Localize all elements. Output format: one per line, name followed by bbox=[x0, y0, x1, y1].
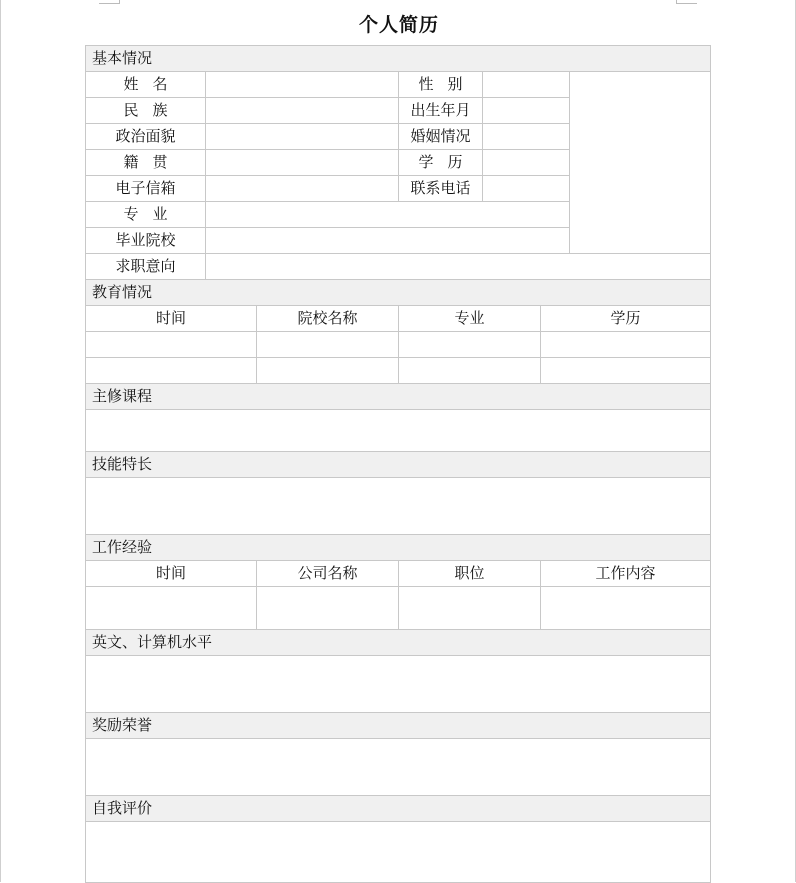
work-header-position: 职位 bbox=[399, 561, 541, 587]
email-field[interactable] bbox=[206, 176, 399, 202]
work-header-company: 公司名称 bbox=[257, 561, 399, 587]
document-title: 个人简历 bbox=[358, 14, 439, 36]
skills-field[interactable] bbox=[86, 478, 711, 535]
edu-cell[interactable] bbox=[86, 332, 257, 358]
marital-field[interactable] bbox=[483, 124, 570, 150]
email-label: 电子信箱 bbox=[86, 176, 206, 202]
crop-mark-left bbox=[99, 0, 120, 4]
major-field[interactable] bbox=[206, 202, 570, 228]
political-field[interactable] bbox=[206, 124, 399, 150]
edu-header-school: 院校名称 bbox=[257, 306, 399, 332]
school-field[interactable] bbox=[206, 228, 570, 254]
gender-field[interactable] bbox=[483, 72, 570, 98]
name-label: 姓名 bbox=[86, 72, 206, 98]
work-cell[interactable] bbox=[257, 587, 399, 630]
work-header-time: 时间 bbox=[86, 561, 257, 587]
work-cell[interactable] bbox=[541, 587, 711, 630]
objective-label: 求职意向 bbox=[86, 254, 206, 280]
degree-field[interactable] bbox=[483, 150, 570, 176]
native-place-label: 籍贯 bbox=[86, 150, 206, 176]
edu-cell[interactable] bbox=[541, 358, 711, 384]
section-courses: 主修课程 bbox=[86, 384, 711, 410]
native-place-field[interactable] bbox=[206, 150, 399, 176]
awards-field[interactable] bbox=[86, 739, 711, 796]
edu-header-degree: 学历 bbox=[541, 306, 711, 332]
degree-label: 学历 bbox=[399, 150, 483, 176]
work-cell[interactable] bbox=[399, 587, 541, 630]
edu-header-major: 专业 bbox=[399, 306, 541, 332]
edu-cell[interactable] bbox=[86, 358, 257, 384]
phone-field[interactable] bbox=[483, 176, 570, 202]
section-self-evaluation: 自我评价 bbox=[86, 796, 711, 822]
section-skills: 技能特长 bbox=[86, 452, 711, 478]
self-evaluation-field[interactable] bbox=[86, 822, 711, 883]
ethnicity-label: 民族 bbox=[86, 98, 206, 124]
edu-cell[interactable] bbox=[257, 332, 399, 358]
courses-field[interactable] bbox=[86, 410, 711, 452]
school-label: 毕业院校 bbox=[86, 228, 206, 254]
resume-table bbox=[85, 45, 711, 883]
ethnicity-field[interactable] bbox=[206, 98, 399, 124]
birth-label: 出生年月 bbox=[399, 98, 483, 124]
objective-field[interactable] bbox=[206, 254, 711, 280]
phone-label: 联系电话 bbox=[399, 176, 483, 202]
section-education: 教育情况 bbox=[86, 280, 711, 306]
section-work-experience: 工作经验 bbox=[86, 535, 711, 561]
birth-field[interactable] bbox=[483, 98, 570, 124]
photo-cell[interactable] bbox=[570, 72, 711, 254]
edu-cell[interactable] bbox=[399, 358, 541, 384]
language-field[interactable] bbox=[86, 656, 711, 713]
name-field[interactable] bbox=[206, 72, 399, 98]
edu-cell[interactable] bbox=[257, 358, 399, 384]
section-basic-info: 基本情况 bbox=[86, 46, 711, 72]
work-header-content: 工作内容 bbox=[541, 561, 711, 587]
edu-cell[interactable] bbox=[399, 332, 541, 358]
section-language-computer: 英文、计算机水平 bbox=[86, 630, 711, 656]
edu-header-time: 时间 bbox=[86, 306, 257, 332]
work-cell[interactable] bbox=[86, 587, 257, 630]
major-label: 专业 bbox=[86, 202, 206, 228]
political-label: 政治面貌 bbox=[86, 124, 206, 150]
edu-cell[interactable] bbox=[541, 332, 711, 358]
gender-label: 性别 bbox=[399, 72, 483, 98]
crop-mark-right bbox=[676, 0, 697, 4]
section-awards: 奖励荣誉 bbox=[86, 713, 711, 739]
marital-label: 婚姻情况 bbox=[399, 124, 483, 150]
